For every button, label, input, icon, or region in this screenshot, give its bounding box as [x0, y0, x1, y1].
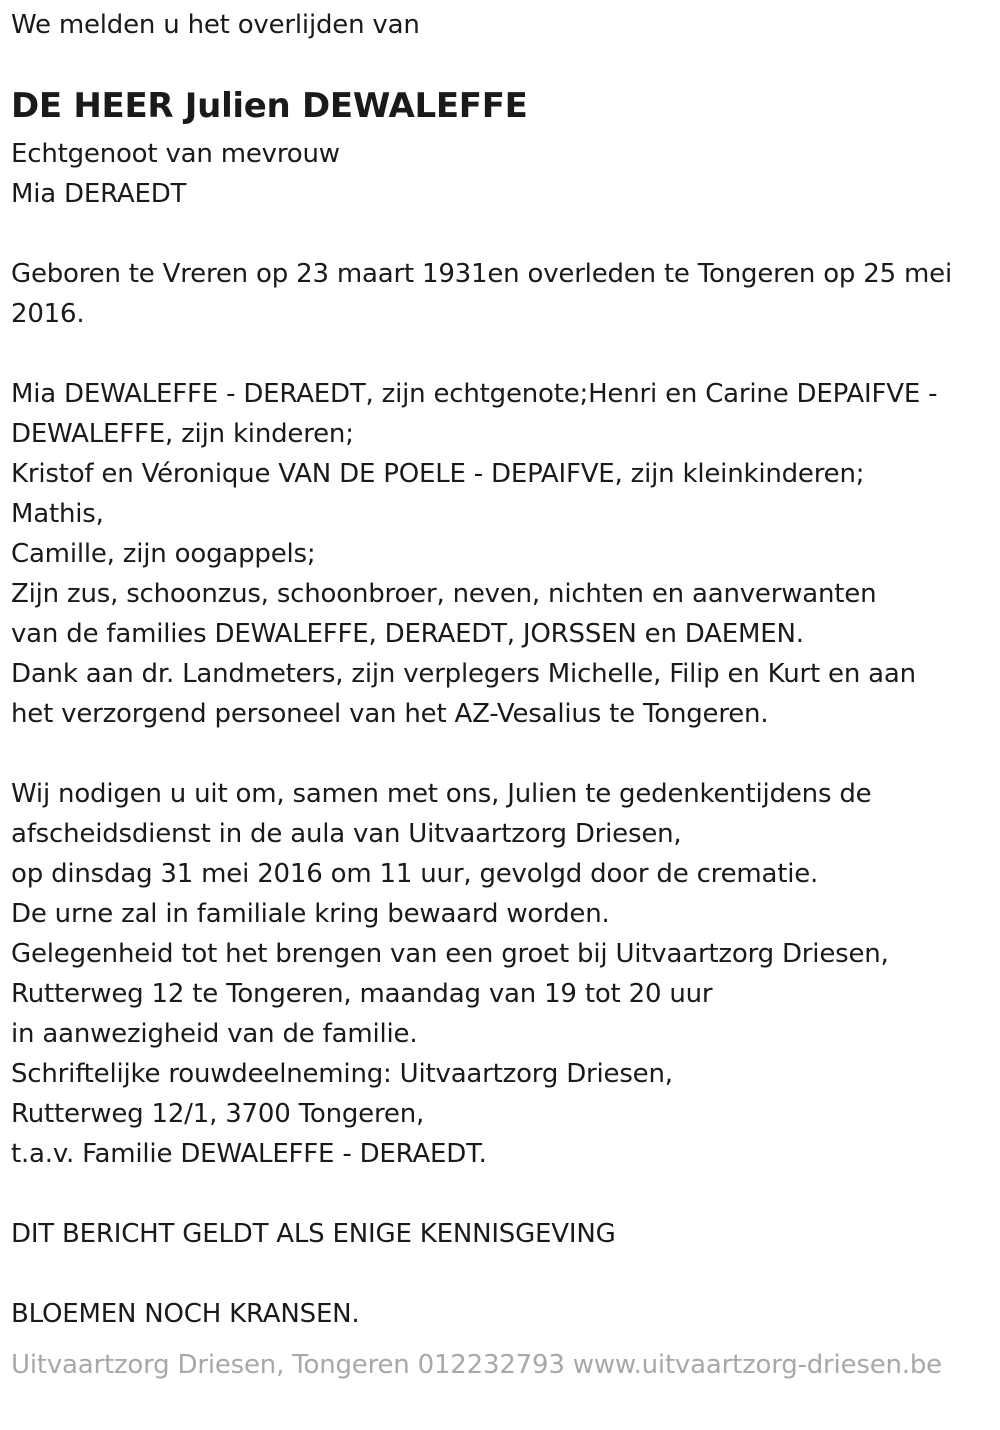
family-line: DEWALEFFE, zijn kinderen; — [11, 419, 354, 449]
family-line: Mia DEWALEFFE - DERAEDT, zijn echtgenote;Henri en Carine DEPAIFVE - — [11, 379, 938, 409]
spouse-block — [11, 134, 340, 214]
notice-text: DIT BERICHT GELDT ALS ENIGE KENNISGEVING — [11, 1219, 616, 1249]
service-line: afscheidsdienst in de aula van Uitvaartzorg Driesen, — [11, 819, 682, 849]
intro-text — [11, 5, 420, 45]
family-line: Zijn zus, schoonzus, schoonbroer, neven, nichten en aanverwanten — [11, 579, 877, 609]
service-line: De urne zal in familiale kring bewaard worden. — [11, 899, 610, 929]
notice-block — [11, 1214, 616, 1254]
family-line: van de families DEWALEFFE, DERAEDT, JORSSEN en DAEMEN. — [11, 619, 804, 649]
family-block — [11, 374, 937, 734]
flowers-block — [11, 1294, 360, 1334]
spouse-line: Mia DERAEDT — [11, 179, 187, 209]
funeral-home-footer: Uitvaartzorg Driesen, Tongeren 012232793 www.uitvaartzorg-driesen.be — [11, 1350, 942, 1380]
flowers-text: BLOEMEN NOCH KRANSEN. — [11, 1299, 360, 1329]
spouse-line: Echtgenoot van mevrouw — [11, 139, 340, 169]
service-line: Wij nodigen u uit om, samen met ons, Julien te gedenkentijdens de — [11, 779, 872, 809]
family-line: Kristof en Véronique VAN DE POELE - DEPAIFVE, zijn kleinkinderen; — [11, 459, 865, 489]
service-line: in aanwezigheid van de familie. — [11, 1019, 418, 1049]
birth-death-line: 2016. — [11, 299, 85, 329]
intro-line: We melden u het overlijden van — [11, 10, 420, 40]
family-line: Camille, zijn oogappels; — [11, 539, 316, 569]
deceased-name: DE HEER Julien DEWALEFFE — [11, 86, 528, 126]
service-line: Rutterweg 12 te Tongeren, maandag van 19 tot 20 uur — [11, 979, 713, 1009]
service-block — [11, 774, 889, 1174]
service-line: Schriftelijke rouwdeelneming: Uitvaartzorg Driesen, — [11, 1059, 673, 1089]
birth-death-block — [11, 254, 952, 334]
birth-death-line: Geboren te Vreren op 23 maart 1931en overleden te Tongeren op 25 mei — [11, 259, 952, 289]
service-line: Gelegenheid tot het brengen van een groet bij Uitvaartzorg Driesen, — [11, 939, 889, 969]
family-line: het verzorgend personeel van het AZ-Vesalius te Tongeren. — [11, 699, 769, 729]
family-line: Mathis, — [11, 499, 104, 529]
service-line: t.a.v. Familie DEWALEFFE - DERAEDT. — [11, 1139, 487, 1169]
family-line: Dank aan dr. Landmeters, zijn verplegers Michelle, Filip en Kurt en aan — [11, 659, 916, 689]
service-line: Rutterweg 12/1, 3700 Tongeren, — [11, 1099, 425, 1129]
service-line: op dinsdag 31 mei 2016 om 11 uur, gevolgd door de crematie. — [11, 859, 819, 889]
